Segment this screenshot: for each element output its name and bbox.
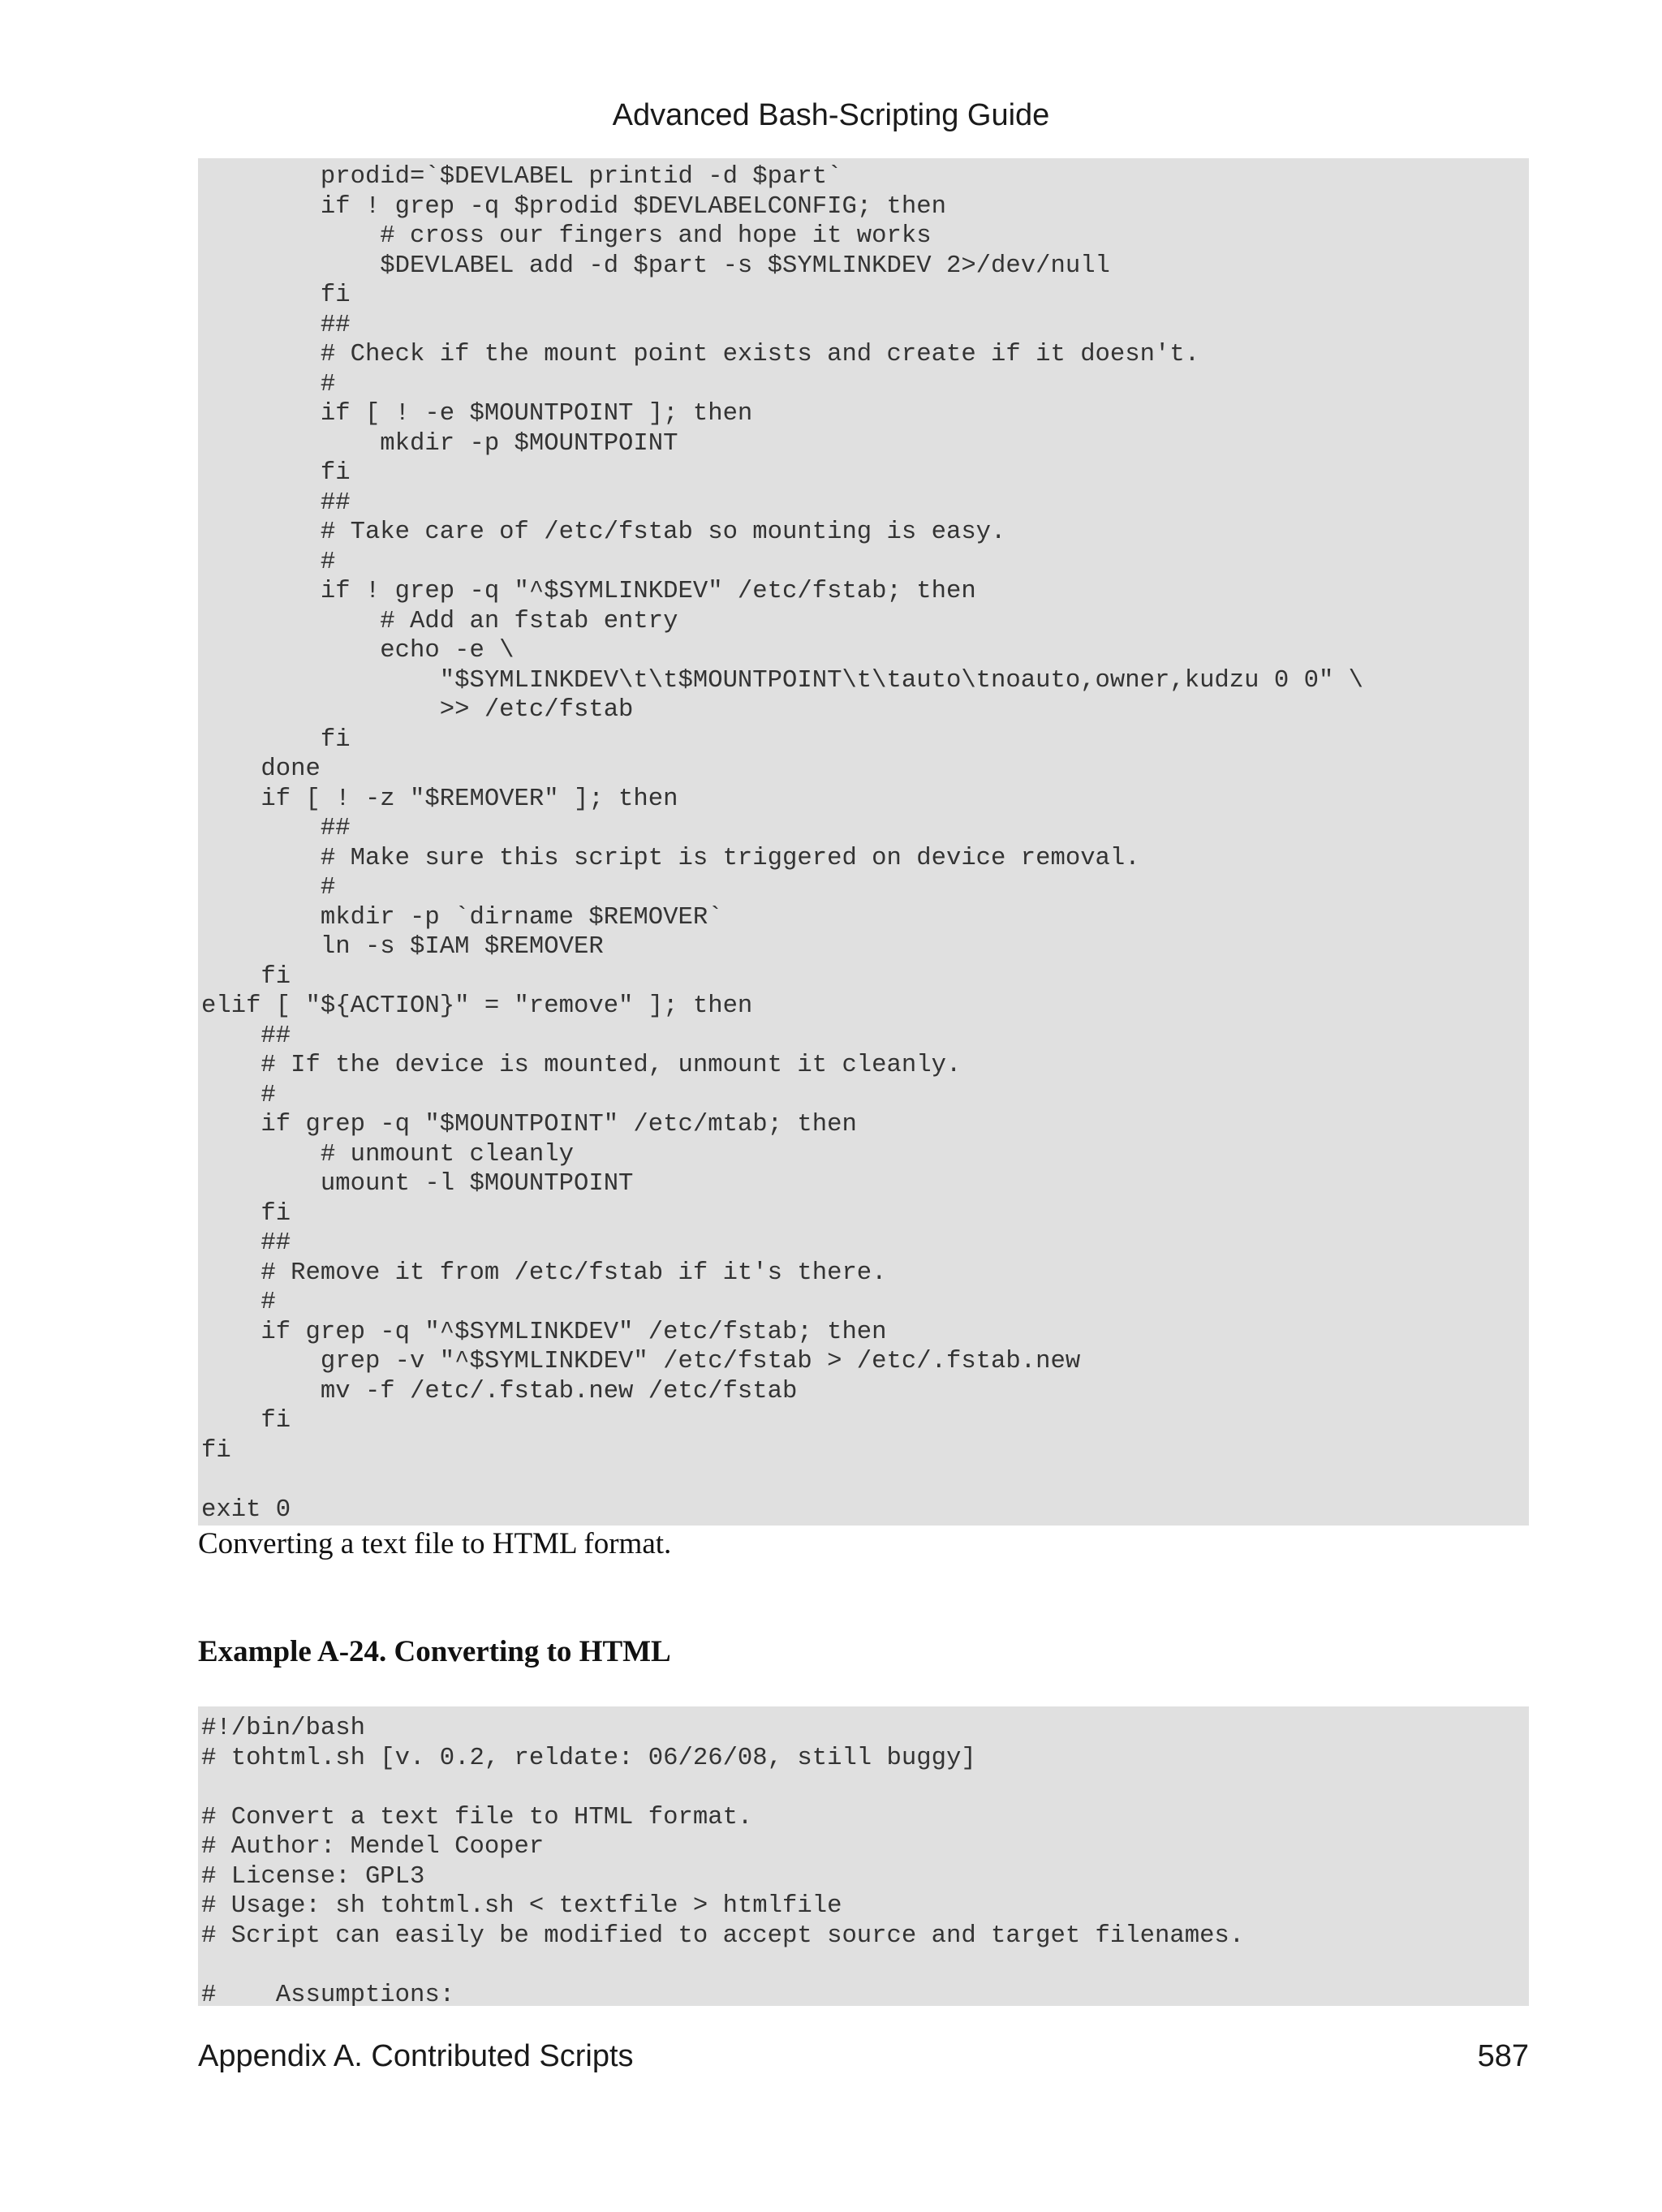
code-line: $DEVLABEL add -d $part -s $SYMLINKDEV 2>/dev/null [201, 252, 1110, 280]
code-line: grep -v "^$SYMLINKDEV" /etc/fstab > /etc/.fstab.new [201, 1348, 1081, 1375]
code-line: # Take care of /etc/fstab so mounting is easy. [201, 519, 1006, 546]
example-title: Example A-24. Converting to HTML [198, 1635, 671, 1668]
code-line [201, 1951, 1529, 1981]
code-line: prodid=`$DEVLABEL printid -d $part` [201, 163, 842, 191]
code-line: # [201, 874, 336, 902]
code-line: fi [201, 282, 351, 309]
code-listing-continued [198, 158, 1529, 1526]
code-line: # Author: Mendel Cooper [201, 1833, 545, 1861]
code-line: # Remove it from /etc/fstab if it's there. [201, 1259, 887, 1287]
code-line: #!/bin/bash [201, 1715, 365, 1742]
code-line: fi [201, 725, 351, 754]
code-text [201, 162, 1529, 1525]
footer-page-number: 587 [1477, 2039, 1529, 2073]
code-line: if [ ! -e $MOUNTPOINT ]; then [201, 400, 753, 428]
code-line: umount -l $MOUNTPOINT [201, 1170, 634, 1198]
code-line: echo -e \ [201, 637, 515, 665]
code-line: # If the device is mounted, unmount it cleanly. [201, 1052, 962, 1079]
code-line: done [201, 755, 321, 783]
code-line: ## [201, 1022, 291, 1050]
code-line: mkdir -p $MOUNTPOINT [201, 429, 678, 458]
code-line: fi [201, 1436, 231, 1465]
code-line: # Check if the mount point exists and create if it doesn't. [201, 341, 1200, 368]
code-line: mv -f /etc/.fstab.new /etc/fstab [201, 1377, 798, 1405]
running-header: Advanced Bash-Scripting Guide [612, 98, 1050, 132]
code-line: if grep -q "$MOUNTPOINT" /etc/mtab; then [201, 1111, 857, 1138]
code-line: fi [201, 962, 291, 991]
code-line: # License: GPL3 [201, 1862, 425, 1891]
code-line [201, 1465, 1529, 1495]
code-line: ## [201, 488, 351, 517]
code-line: if ! grep -q "^$SYMLINKDEV" /etc/fstab; then [201, 578, 976, 605]
code-line: # cross our fingers and hope it works [201, 222, 932, 250]
code-line: # Add an fstab entry [201, 607, 678, 635]
code-line: # Convert a text file to HTML format. [201, 1803, 753, 1831]
paragraph-text: Converting a text file to HTML format. [198, 1527, 672, 1560]
code-line: # [201, 370, 336, 398]
code-line: # [201, 548, 336, 576]
code-line: # Usage: sh tohtml.sh < textfile > htmlfile [201, 1892, 842, 1920]
code-line: "$SYMLINKDEV\t\t$MOUNTPOINT\t\tauto\tnoauto,owner,kudzu 0 0" \ [201, 666, 1364, 695]
code-line: # unmount cleanly [201, 1140, 574, 1168]
code-line: if [ ! -z "$REMOVER" ]; then [201, 785, 678, 813]
code-line: ## [201, 815, 351, 842]
code-listing-tohtml [198, 1706, 1529, 2006]
code-line: # Make sure this script is triggered on device removal. [201, 844, 1140, 872]
code-line [201, 1773, 1529, 1803]
code-line: >> /etc/fstab [201, 696, 634, 724]
code-line: # Assumptions: [201, 1981, 455, 2006]
code-line: mkdir -p `dirname $REMOVER` [201, 903, 723, 932]
code-line: elif [ "${ACTION}" = "remove" ]; then [201, 992, 753, 1020]
code-text [201, 1714, 1529, 2006]
footer-section-title: Appendix A. Contributed Scripts [198, 2039, 634, 2073]
code-line: # [201, 1289, 276, 1316]
code-line: ## [201, 1229, 291, 1257]
code-line: ln -s $IAM $REMOVER [201, 933, 604, 961]
code-line: if grep -q "^$SYMLINKDEV" /etc/fstab; then [201, 1318, 887, 1346]
code-line: ## [201, 311, 351, 339]
code-line: exit 0 [201, 1495, 291, 1524]
code-line: # Script can easily be modified to accept source and target filenames. [201, 1922, 1245, 1950]
code-line: fi [201, 1407, 291, 1435]
code-line: if ! grep -q $prodid $DEVLABELCONFIG; then [201, 192, 946, 221]
code-line: fi [201, 459, 351, 487]
code-line: fi [201, 1199, 291, 1228]
code-line: # tohtml.sh [v. 0.2, reldate: 06/26/08, still buggy] [201, 1744, 976, 1772]
code-line: # [201, 1081, 276, 1109]
